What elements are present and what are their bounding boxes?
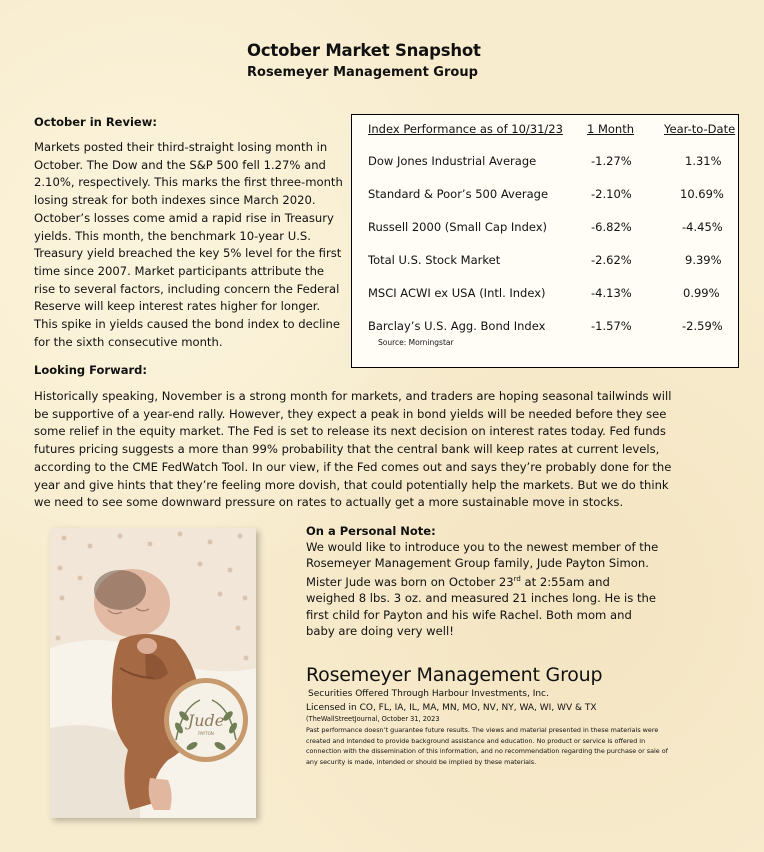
- table-row: [352, 154, 738, 172]
- table-row: [352, 319, 738, 337]
- month-return: -2.10%: [591, 187, 632, 201]
- forward-text: Historically speaking, November is a strong month for markets, and traders are hoping seasonal tailwinds will be supportive of a year-end rally. However, they expect a peak in bond yields will be needed before they see some relief in the equity market. The Fed is set to release its next decision on interest rates today. Fed funds futures pricing suggests a more than 99% probability that the central bank will keep rates at current levels, according to the CME FedWatch Tool. In our view, if the Fed comes out and says they’re probably done for the year and give hints that they’re feeling more dovish, that could potentially help the markets. But we do think we need to see some downward pressure on rates to actually get a more sustainable move in stocks.: [34, 389, 672, 510]
- ytd-return: 9.39%: [685, 253, 722, 267]
- hoop-name: Jude: [187, 711, 225, 730]
- review-paragraph: [34, 139, 346, 351]
- ytd-return: 10.69%: [680, 187, 724, 201]
- ytd-return: -4.45%: [682, 220, 723, 234]
- index-name: MSCI ACWI ex USA (Intl. Index): [368, 286, 546, 300]
- table-row: [352, 187, 738, 205]
- month-return: -1.57%: [591, 319, 632, 333]
- index-performance-table: [351, 114, 739, 368]
- personal-heading: On a Personal Note:: [306, 524, 436, 538]
- index-name: Russell 2000 (Small Cap Index): [368, 220, 548, 234]
- ytd-return: -2.59%: [682, 319, 723, 333]
- table-row: [352, 220, 738, 238]
- table-header-ytd: Year-to-Date: [664, 122, 736, 136]
- table-header-month: 1 Month: [587, 122, 635, 136]
- index-name: Barclay’s U.S. Agg. Bond Index: [368, 319, 546, 333]
- index-name: Total U.S. Stock Market: [368, 253, 501, 267]
- personal-paragraph: [306, 539, 662, 639]
- month-return: -6.82%: [591, 220, 632, 234]
- forward-heading: Looking Forward:: [34, 363, 147, 377]
- ytd-return: 0.99%: [683, 286, 720, 300]
- month-return: -2.62%: [591, 253, 632, 267]
- personal-text-part2: at 2:55am and weighed 8 lbs. 3 oz. and measured 21 inches long. He is the first child for Payton and his wife Rachel. Both mom and baby are doing very well!: [306, 575, 656, 638]
- page-title: October Market Snapshot: [247, 41, 481, 60]
- personal-text-part1: We would like to introduce you to the newest member of the Rosemeyer Management Group family, Jude Payton Simon. Mister Jude was born on October 23: [306, 540, 659, 590]
- review-text: Markets posted their third-straight losing month in October. The Dow and the S&P 500 fell 1.27% and 2.10%, respectively. This marks the first three-month losing streak for both indexes since March 2020. October’s losses come amid a rapid rise in Treasury yields. This month, the benchmark 10-year U.S. Treasury yield breached the key 5% level for the first time since 2007. Market participants attribute the rise to several factors, including concern the Federal Reserve will keep interest rates higher for longer. This spike in yields caused the bond index to decline for the sixth consecutive month.: [34, 140, 343, 349]
- citation-line: (TheWallStreetJournal, October 31, 2023: [306, 715, 440, 723]
- table-header-index: Index Performance as of 10/31/23: [368, 122, 563, 136]
- baby-photo: [50, 528, 256, 818]
- securities-line: Securities Offered Through Harbour Investments, Inc.: [308, 689, 549, 699]
- disclaimer: Past performance doesn’t guarantee future results. The views and material presented in these materials were created and intended to provide background assistance and education. No product or service is offered in connection with the dissemination of this information, and no recommendation regarding the purchase or sale of any security is made, intended or should be implied by these materials.: [306, 726, 668, 766]
- footer-brand: Rosemeyer Management Group: [306, 664, 603, 686]
- table-source: Source: Morningstar: [378, 338, 454, 347]
- ytd-return: 1.31%: [685, 154, 722, 168]
- month-return: -4.13%: [591, 286, 632, 300]
- month-return: -1.27%: [591, 154, 632, 168]
- index-name: Standard & Poor’s 500 Average: [368, 187, 549, 201]
- table-row: [352, 253, 738, 271]
- index-name: Dow Jones Industrial Average: [368, 154, 537, 168]
- hoop-subtext: PAYTON: [198, 731, 214, 736]
- table-row: [352, 286, 738, 304]
- forward-paragraph: [34, 388, 684, 512]
- personal-superscript: rd: [513, 575, 521, 584]
- licensed-line: Licensed in CO, FL, IA, IL, MA, MN, MO, NV, NY, WA, WI, WV & TX: [306, 703, 597, 713]
- page-subtitle: Rosemeyer Management Group: [247, 65, 478, 80]
- review-heading: October in Review:: [34, 115, 157, 129]
